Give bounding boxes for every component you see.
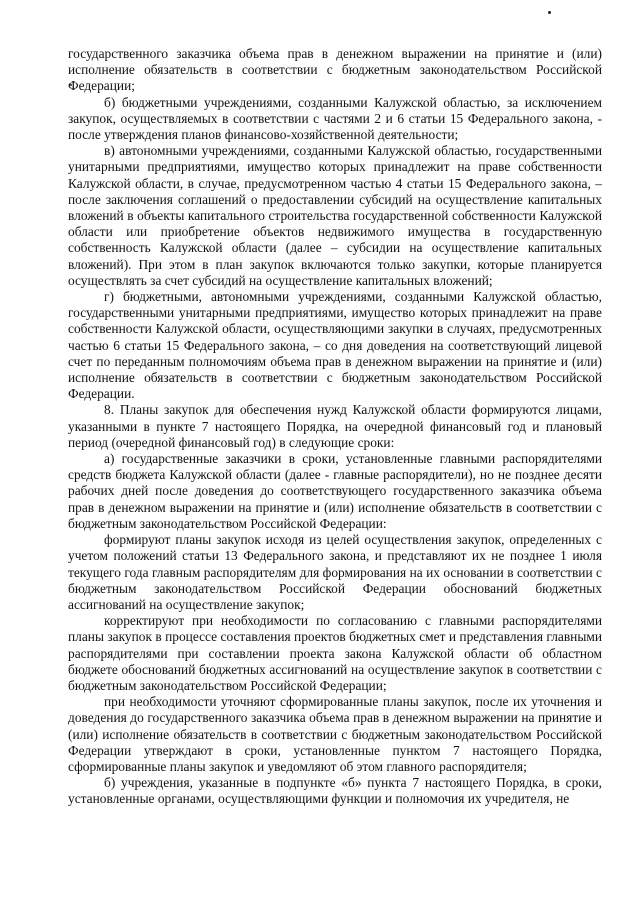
paragraph: г) бюджетными, автономными учреждениями, созданными Калужской областью, государственными унитарными предприятиями, имущество которых принадлежит на праве собственности Калужской области, осуществляющими закупки в случаях, предусмотренных частью 6 статьи 15 Федерального закона, – со дня доведения на соответствующий лицевой счет по переданным полномочиям объема прав в денежном выражении на принятие и (или) исполнение обязательств в соответствии с бюджетным законодательством Российской Федерации. [68,289,602,402]
paragraph: 8. Планы закупок для обеспечения нужд Калужской области формируются лицами, указанными в пункте 7 настоящего Порядка, на очередной финансовый год и плановый период (очередной финансовый год) в следующие сроки: [68,402,602,450]
paragraph: а) государственные заказчики в сроки, установленные главными распорядителями средств бюджета Калужской области (далее - главные распорядители), но не позднее десяти рабочих дней после доведения до соответствующего государственного заказчика объема прав в денежном выражении на принятие и (или) исполнение обязательств в соответствии с бюджетным законодательством Российской Федерации: [68,451,602,531]
paragraph: государственного заказчика объема прав в денежном выражении на принятие и (или) исполнение обязательств в соответствии с бюджетным законодательством Российской Федерации; [68,46,602,94]
paragraph: б) учреждения, указанные в подпункте «б» пункта 7 настоящего Порядка, в сроки, установленные органами, осуществляющими функции и полномочия их учредителя, не [68,775,602,807]
paragraph: в) автономными учреждениями, созданными Калужской областью, государственными унитарными предприятиями, имущество которых принадлежит на праве собственности Калужской области, в случае, предусмотренном частью 4 статьи 15 Федерального закона, – после заключения соглашений о предоставлении субсидий на осуществление капитальных вложений в объекты капитального строительства государственной собственности Калужской области или приобретение объектов недвижимого имущества в государственную собственность Калужской области (далее – субсидии на осуществление капитальных вложений). При этом в план закупок включаются только закупки, которые планируется осуществлять за счет субсидий на осуществление капитальных вложений; [68,143,602,288]
paragraph: б) бюджетными учреждениями, созданными Калужской областью, за исключением закупок, осуществляемых в соответствии с частями 2 и 6 статьи 15 Федерального закона, - после утверждения планов финансово-хозяйственной деятельности; [68,94,602,143]
paragraph: корректируют при необходимости по согласованию с главными распорядителями планы закупок в процессе составления проектов бюджетных смет и представления главными распорядителями при составлении проекта закона Калужской области об областном бюджете обоснований бюджетных ассигнований на осуществление закупок в соответствии с бюджетным законодательством Российской Федерации; [68,613,602,693]
paragraph: при необходимости уточняют сформированные планы закупок, после их уточнения и доведения до государственного заказчика объема прав в денежном выражении на принятие и (или) исполнение обязательств в соответствии с бюджетным законодательством Российской Федерации утверждают в сроки, установленные пунктом 7 настоящего Порядка, сформированные планы закупок и уведомляют об этом главного распорядителя; [68,694,602,774]
scan-speck [548,11,551,14]
paragraph: формируют планы закупок исходя из целей осуществления закупок, определенных с учетом положений статьи 13 Федерального закона, и представляют их не позднее 1 июля текущего года главным распорядителям для формирования на их основании в соответствии с бюджетным законодательством Российской Федерации обоснований бюджетных ассигнований на осуществление закупок; [68,532,602,612]
document-page [68,46,602,808]
